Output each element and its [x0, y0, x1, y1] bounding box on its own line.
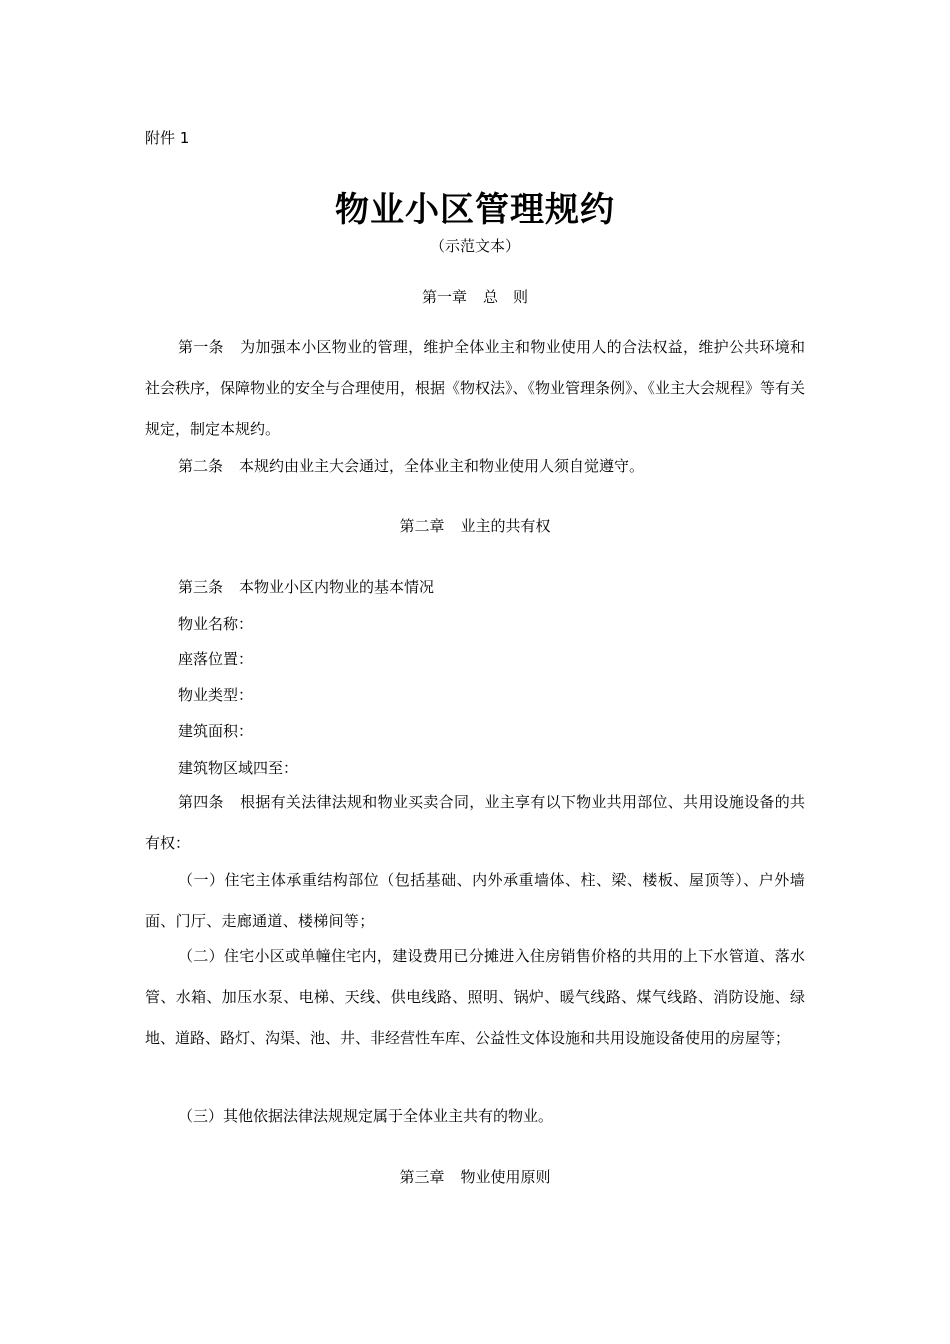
field-boundaries: 建筑物区域四至：: [178, 759, 299, 777]
list-item-1: （一）住宅主体承重结构部位（包括基础、内外承重墙体、柱、梁、楼板、屋顶等）、户外墙面、门厅、走廊通道、楼梯间等；: [145, 871, 805, 930]
article-label: 第二条: [178, 457, 224, 475]
list-item-3: （三）其他依据法律法规规定属于全体业主共有的物业。: [178, 1107, 554, 1125]
chapter-heading-1: [0, 287, 950, 307]
chapter-heading-2: [0, 516, 950, 536]
document-title: 物业小区管理规约: [335, 190, 615, 230]
article-4: [145, 782, 805, 864]
attachment-label: 附件 1: [145, 129, 190, 147]
article-label: 第四条: [178, 793, 224, 811]
chapter-name: 业主的共有权: [460, 517, 551, 535]
article-text: 为加强本小区物业的管理，维护全体业主和物业使用人的合法权益，维护公共环境和社会秩序，保障物业的安全与合理使用，根据《物权法》、《物业管理条例》、《业主大会规程》等有关规定，制定本规约。: [145, 338, 806, 438]
chapter-heading-3: [0, 1167, 950, 1187]
chapter-number: 第二章: [399, 517, 445, 535]
article-text: 本物业小区内物业的基本情况: [239, 578, 435, 596]
field-property-type: 物业类型：: [178, 686, 254, 704]
chapter-name: 总 则: [483, 288, 529, 306]
article-2: [178, 456, 644, 476]
chapter-number: 第一章: [421, 288, 467, 306]
article-text: 本规约由业主大会通过，全体业主和物业使用人须自觉遵守。: [239, 457, 645, 475]
article-1: [145, 327, 805, 450]
field-property-name: 物业名称：: [178, 615, 254, 633]
field-floor-area: 建筑面积：: [178, 722, 254, 740]
document-subtitle: （示范文本）: [429, 237, 520, 255]
chapter-number: 第三章: [399, 1168, 445, 1186]
article-text: 根据有关法律法规和物业买卖合同，业主享有以下物业共用部位、共用设施设备的共有权：: [145, 793, 805, 852]
field-location: 座落位置：: [178, 650, 254, 668]
list-item-2: （二）住宅小区或单幢住宅内，建设费用已分摊进入住房销售价格的共用的上下水管道、落水管、水箱、加压水泵、电梯、天线、供电线路、照明、锅炉、暖气线路、煤气线路、消防设施、绿地、道路、路灯、沟渠、池、井、非经营性车库、公益性文体设施和共用设施设备使用的房屋等；: [145, 947, 805, 1047]
article-label: 第三条: [178, 578, 224, 596]
article-label: 第一条: [178, 338, 224, 356]
chapter-name: 物业使用原则: [460, 1168, 551, 1186]
article-3: [178, 577, 434, 597]
